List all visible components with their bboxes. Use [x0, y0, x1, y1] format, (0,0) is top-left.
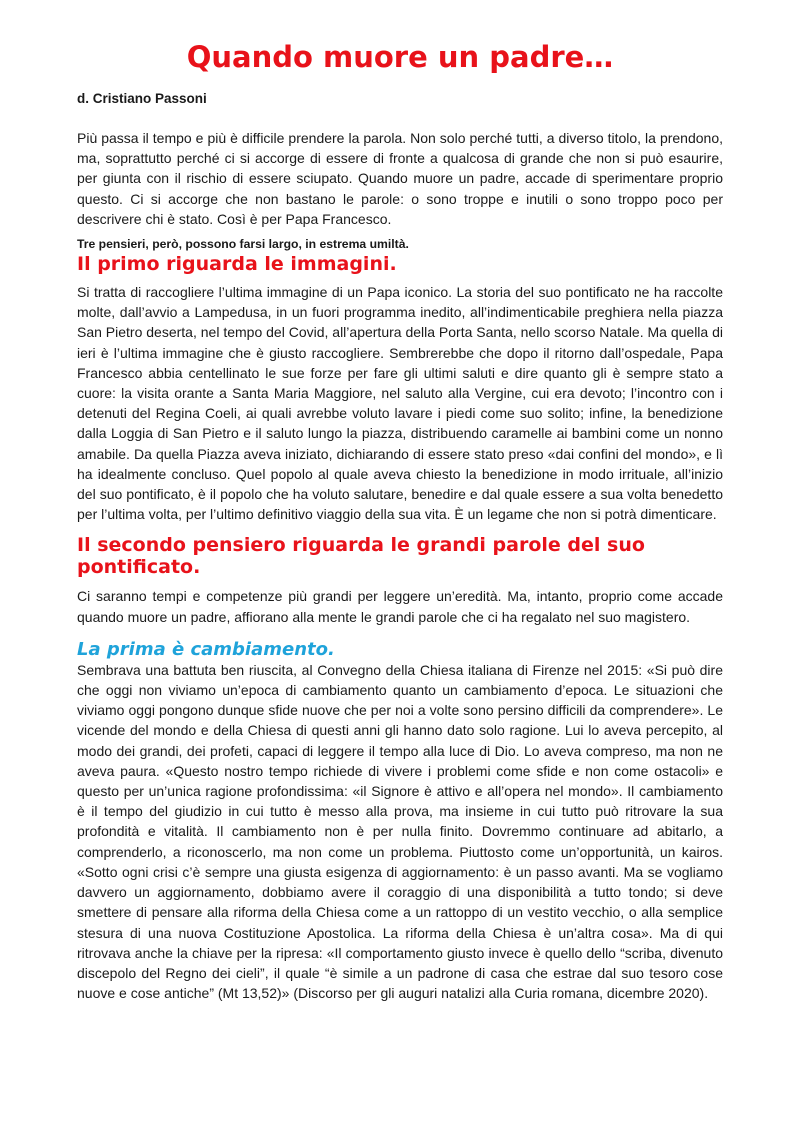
subsection-1-paragraph: Sembrava una battuta ben riuscita, al Convegno della Chiesa italiana di Firenze nel 2015: «Si può dire che oggi non viviamo un’epoca di cambiamento quanto un cambiamento d’epoca. Le situazioni che viviamo oggi pongono dunque sfide nuove che per noi a volte sono persino difficili da comprendere». Le vicende del mondo e della Chiesa di questi anni gli hanno dato solo ragione. Lui lo aveva percepito, al modo dei grandi, dei profeti, capaci di leggere il tempo alla luce di Dio. Lo aveva compreso, ma non ne aveva paura. «Questo nostro tempo richiede di vivere i problemi come sfide e non come ostacoli» e questo per un’unica ragione profondissima: «il Signore è attivo e all’opera nel mondo». Il cambiamento è il tempo del giudizio in cui tutto è messo alla prova, ma insieme in cui tutto può ritrovare la sua profondità e vitalità. Il cambiamento non è per nulla finito. Dovremmo continuare ad abitarlo, a comprenderlo, a riconoscerlo, ma non come un problema. Piuttosto come un’opportunità, un kairos. «Sotto ogni crisi c’è sempre una giusta esigenza di aggiornamento: è un passo avanti. Ma se vogliamo davvero un aggiornamento, dobbiamo avere il coraggio di una disponibilità a tutto tondo; si deve smettere di pensare alla riforma della Chiesa come a un rattoppo di un vestito vecchio, o alla semplice stesura di una nuova Costituzione Apostolica. La riforma della Chiesa è un’altra cosa». Ma di qui ritrovava anche la chiave per la ripresa: «Il comportamento giusto invece è quello dello “scriba, divenuto discepolo del Regno dei cieli”, il quale “è simile a un padrone di casa che estrae dal suo tesoro cose nuove e cose antiche” (Mt 13,52)» (Discorso per gli auguri natalizi alla Curia romana, dicembre 2020). — [77, 661, 723, 1002]
page-title: Quando muore un padre… — [186, 40, 614, 74]
subsection-1-heading: La prima è cambiamento. — [77, 638, 335, 660]
document-page — [77, 40, 723, 1003]
section-1-paragraph: Si tratta di raccogliere l’ultima immagine di un Papa iconico. La storia del suo pontificato ne ha raccolte molte, dall’avvio a Lampedusa, in un fuori programma inedito, all’indimenticabile preghiera nella piazza San Pietro deserta, nel tempo del Covid, all’apertura della Porta Santa, nello scorso Natale. Ma quella di ieri è l’ultima immagine che è giusto raccogliere. Sembrerebbe che dopo il ritorno dall’ospedale, Papa Francesco abbia centellinato le sue forze per fare gli ultimi saluti e dire quanto gli è sempre stato a cuore: la visita orante a Santa Maria Maggiore, nel saluto alla Vergine, cui era devoto; l’incontro con i detenuti del Regina Coeli, ai quali avrebbe voluto lavare i piedi come suo solito; infine, la benedizione dalla Loggia di San Pietro e il saluto lungo la piazza, distribuendo caramelle ai bambini come un nonno amabile. Da quella Piazza aveva iniziato, dichiarando di essere stato preso «dai confini del mondo», e lì ha idealmente concluso. Quel popolo al quale aveva chiesto la benedizione in modo irrituale, all’inizio del suo pontificato, è il popolo che ha voluto salutare, benedire e dal quale essere a sua volta benedetto per l’ultima volta, per l’ultimo definitivo viaggio della sua vita. È un legame che non si potrà dimenticare. — [77, 284, 723, 523]
section-1-heading: Il primo riguarda le immagini. — [77, 253, 397, 276]
lead-sentence: Tre pensieri, però, possono farsi largo, in estrema umiltà. — [77, 237, 409, 252]
section-2-heading: Il secondo pensiero riguarda le grandi parole del suo pontificato. — [77, 534, 645, 579]
intro-paragraph: Più passa il tempo e più è difficile prendere la parola. Non solo perché tutti, a diverso titolo, la prendono, ma, soprattutto perché ci si accorge di essere di fronte a qualcosa di grande che non si può esaurire, per giunta con il rischio di essere sciupato. Quando muore un padre, accade di sperimentare proprio questo. Ci si accorge che non bastano le parole: o sono troppe e inutili o sono troppo poco per descrivere chi è stato. Così è per Papa Francesco. — [77, 130, 723, 227]
author-name: d. Cristiano Passoni — [77, 91, 207, 106]
section-2-paragraph: Ci saranno tempi e competenze più grandi per leggere un’eredità. Ma, intanto, proprio come accade quando muore un padre, affiorano alla mente le grandi parole che ci ha regalato nel suo magistero. — [77, 588, 723, 625]
